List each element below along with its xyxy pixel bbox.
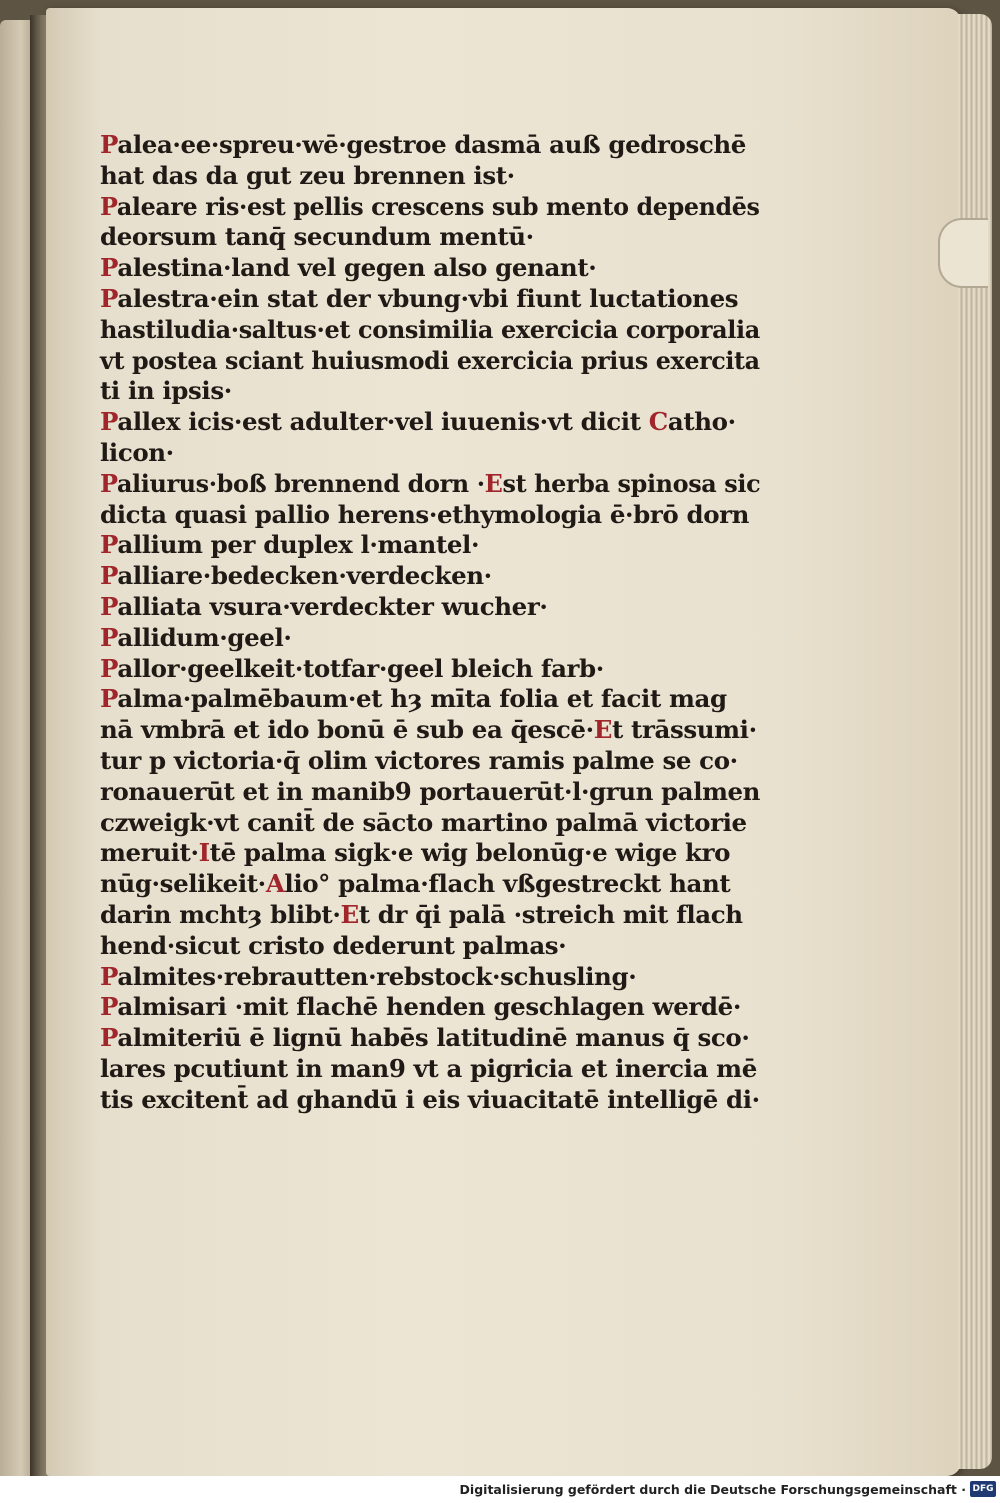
line-text: alestra·ein stat der vbung·vbi fiunt luctationes xyxy=(117,283,739,313)
rubric-initial: P xyxy=(100,684,118,714)
line-text: czweigk·vt canit̄ de sācto martino palmā victorie xyxy=(100,807,747,837)
line-text: licon· xyxy=(100,437,174,467)
dfg-logo-icon: DFG xyxy=(970,1481,996,1497)
line-text: aleare ris·est pellis crescens sub mento dependēs xyxy=(116,191,760,221)
rubric-capital: E xyxy=(484,468,503,498)
line-text: almisari ·mit flachē henden geschlagen werdē· xyxy=(117,992,741,1022)
entry-line xyxy=(100,561,760,592)
entry-line xyxy=(100,1023,760,1054)
line-text: allium per duplex l·mantel· xyxy=(117,530,480,560)
continuation-line xyxy=(100,345,760,377)
line-text: alliare·bedecken·verdecken· xyxy=(117,561,492,591)
continuation-line xyxy=(100,376,760,407)
entry-line xyxy=(100,684,760,715)
entry-line xyxy=(100,468,761,500)
entry-line xyxy=(100,654,760,685)
rubric-initial: P xyxy=(100,283,118,313)
footer-credit: Digitalisierung gefördert durch die Deutsche Forschungsgemeinschaft · xyxy=(459,1482,966,1497)
line-text: vt postea sciant huiusmodi exercicia prius exercita xyxy=(100,345,760,375)
rubric-initial: P xyxy=(100,622,118,652)
line-text: tur p victoria·q̄ olim victores ramis palme se co· xyxy=(100,745,738,775)
line-text: tis excitent̄ ad ghandū i eis viuacitatē intelligē di· xyxy=(100,1084,760,1114)
line-text: nūg·selikeit· xyxy=(100,869,266,899)
continuation-line xyxy=(100,776,761,808)
rubric-initial: P xyxy=(100,253,118,283)
rubric-capital: A xyxy=(265,869,285,899)
line-text: nā vmbrā et ido bonū ē sub ea q̄escē· xyxy=(100,715,594,745)
line-text: lares pcutiunt in man9 vt a pigricia et inercia mē xyxy=(100,1053,757,1083)
entry-line xyxy=(100,130,760,161)
continuation-line xyxy=(100,314,760,346)
continuation-line xyxy=(100,715,760,746)
entry-line xyxy=(100,530,760,561)
rubric-initial: P xyxy=(100,561,118,591)
line-text: allor·geelkeit·totfar·geel bleich farb· xyxy=(117,653,604,683)
line-text-tail: st herba spinosa sic xyxy=(502,468,761,498)
continuation-line xyxy=(100,808,760,839)
entry-line xyxy=(100,962,760,993)
line-text: allidum·geel· xyxy=(117,622,292,652)
line-text: ronauerūt et in manib9 portauerūt·l·grun palmen xyxy=(100,776,761,806)
line-text-tail: t dr q̄i palā ·streich mit flach xyxy=(358,899,743,929)
rubric-capital: I xyxy=(198,838,210,868)
continuation-line xyxy=(100,931,760,962)
line-text: allex icis·est adulter·vel iuuenis·vt dicit xyxy=(117,407,649,437)
continuation-line xyxy=(100,838,760,869)
continuation-line xyxy=(100,438,760,469)
line-text: darin mchtȝ blibt· xyxy=(100,899,341,929)
entry-line xyxy=(100,623,760,654)
footer-bar xyxy=(0,1476,1000,1503)
line-text: deorsum tanq̄ secundum mentū· xyxy=(100,222,534,252)
rubric-initial: P xyxy=(100,530,118,560)
line-text: hastiludia·saltus·et consimilia exercicia corporalia xyxy=(100,314,760,344)
line-text-tail: t trāssumi· xyxy=(612,715,757,745)
entry-line xyxy=(100,592,760,623)
rubric-initial: P xyxy=(100,130,118,159)
line-text-tail: tē palma sigk·e wig belonūg·e wige kro xyxy=(209,838,731,868)
rubric-capital: C xyxy=(648,407,668,437)
rubric-initial: P xyxy=(100,407,118,437)
line-text: aliurus·boß brennend dorn · xyxy=(116,468,485,498)
rubric-initial: P xyxy=(100,1023,118,1053)
rubric-initial: P xyxy=(100,961,118,991)
entry-line xyxy=(100,253,760,284)
rubric-initial: P xyxy=(100,191,117,221)
line-text-tail: lio° palma·flach vßgestreckt hant xyxy=(284,869,731,899)
rubric-initial: P xyxy=(100,468,117,498)
continuation-line xyxy=(100,869,760,900)
continuation-line xyxy=(100,746,760,777)
line-text: hat das da gut zeu brennen ist· xyxy=(100,160,515,190)
entry-line xyxy=(100,191,760,223)
entry-line xyxy=(100,407,760,438)
entry-line xyxy=(100,284,760,315)
continuation-line xyxy=(100,161,760,192)
line-text: almites·rebrautten·rebstock·schusling· xyxy=(117,961,637,991)
line-text-tail: atho· xyxy=(667,407,736,437)
continuation-line xyxy=(100,900,760,931)
continuation-line xyxy=(100,1054,760,1085)
rubric-initial: P xyxy=(100,992,118,1022)
line-text: alma·palmēbaum·et hȝ mīta folia et facit mag xyxy=(117,684,727,714)
bookmark-tab xyxy=(938,218,988,288)
continuation-line xyxy=(100,1085,758,1116)
entry-line xyxy=(100,992,760,1023)
text-block xyxy=(100,130,760,1116)
line-text: meruit· xyxy=(100,838,199,868)
rubric-initial: P xyxy=(100,653,118,683)
rubric-capital: E xyxy=(340,899,359,929)
line-text: alea·ee·spreu·wē·gestroe dasmā auß gedroschē xyxy=(117,130,746,159)
rubric-initial: P xyxy=(100,591,118,621)
line-text: alliata vsura·verdeckter wucher· xyxy=(117,591,548,621)
continuation-line xyxy=(100,222,760,253)
line-text: ti in ipsis· xyxy=(100,376,232,406)
line-text: almiteriū ē lignū habēs latitudinē manus q̄ sco· xyxy=(117,1023,750,1053)
line-text: hend·sicut cristo dederunt palmas· xyxy=(100,930,567,960)
line-text: dicta quasi pallio herens·ethymologia ē·brō dorn xyxy=(100,499,750,529)
rubric-capital: E xyxy=(593,715,612,745)
line-text: alestina·land vel gegen also genant· xyxy=(117,253,597,283)
continuation-line xyxy=(100,500,760,531)
